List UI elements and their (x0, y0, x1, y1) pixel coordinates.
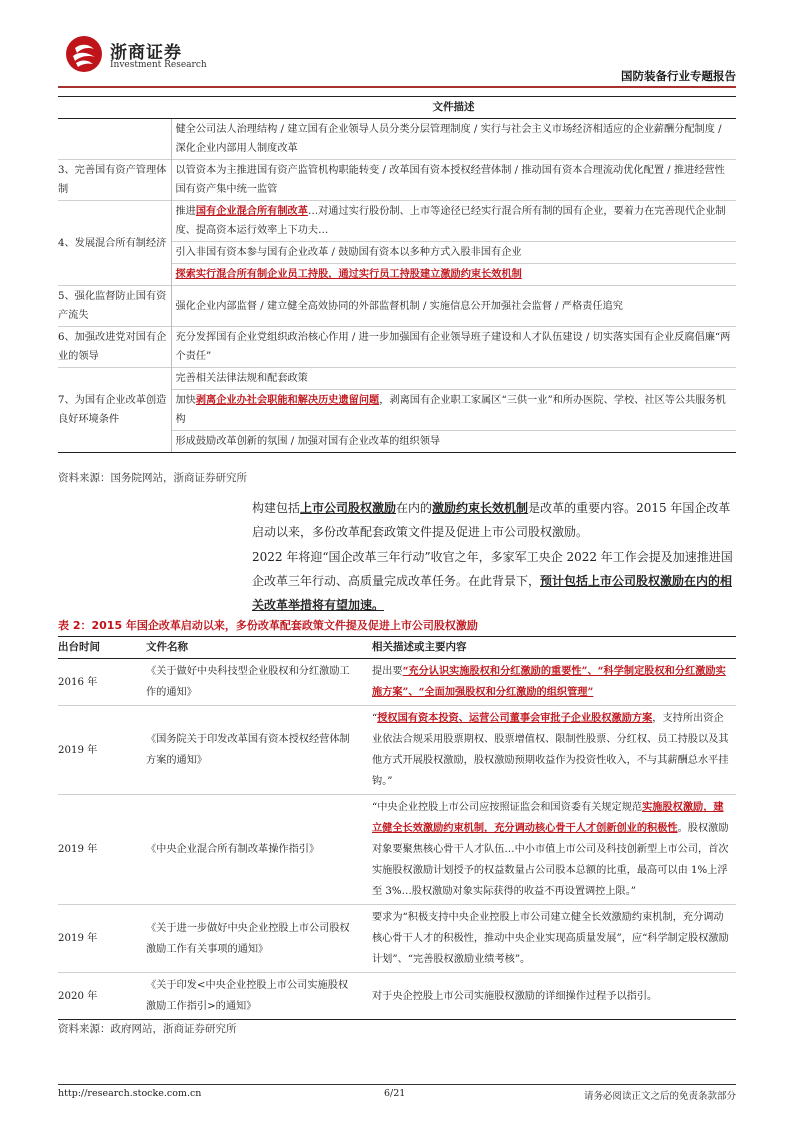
table2-header-year: 出台时间 (58, 637, 136, 659)
logo-name: 浙商证券 (110, 43, 182, 63)
table1-row (58, 119, 736, 160)
document-name: 《关于做好中央科技型企业股权和分红激励工作的通知》 (146, 666, 350, 698)
table2-source: 资料来源：政府网站，浙商证券研究所 (58, 1023, 237, 1035)
footer-url[interactable]: http://research.stocke.com.cn (58, 1088, 202, 1099)
document-description (360, 795, 736, 905)
reform-description (171, 242, 736, 264)
text-segment: ，支持所出资企业依法合规采用股票期权、股票增值权、限制性股票、分红权、员工持股以及其他方式开展股权激励，股权激励预期收益作为投资性收入，不与其薪酬总水平挂钩。” (372, 713, 729, 787)
document-year: 2019 年 (58, 795, 136, 905)
text-segment: 。股权激励对象要聚焦核心骨干人才队伍…中小市值上市公司及科技创新型上市公司，首次实施股权激励计划授予的权益数量占公司股本总额的比重，最高可以由 1%上浮至 3%…股权激励对象实际获得的收益不再设置调控上限。” (372, 823, 729, 897)
text-segment: 推进 (175, 206, 196, 217)
policy-documents-table (58, 636, 736, 1020)
page-header (58, 30, 736, 88)
reform-category: 7、为国有企业改革创造良好环境条件 (58, 368, 171, 453)
header-divider (58, 86, 736, 88)
table2-header-name: 文件名称 (136, 637, 360, 659)
logo-subtitle: Investment Research (110, 60, 207, 70)
table2-row (58, 659, 736, 706)
footer-disclaimer: 请务必阅读正文之后的免责条款部分 (583, 1091, 736, 1102)
text-segment: 国有企业混合所有制改革 (195, 205, 308, 217)
text-segment: “ (372, 713, 378, 724)
reform-tasks-table (58, 96, 736, 453)
reform-description (171, 368, 736, 390)
reform-description (171, 327, 736, 368)
reform-description (171, 431, 736, 453)
table2-row (58, 905, 736, 973)
text-segment: 是改革的重要内容。2015 年国企改革启动以来，多份改革配套政策文件提及促进上市公司股权激励。 (252, 501, 731, 539)
report-type: 国防装备行业专题报告 (621, 69, 736, 83)
text-segment: 要求为“积极支持中央企业控股上市公司建立健全长效激励约束机制，充分调动核心骨干人才的积极性，推动中央企业实现高质量发展”，应“科学制定股权激励计划”、“完善股权激励业绩考核”。 (372, 912, 729, 965)
text-segment: 完善相关法律法规和配套政策 (175, 373, 308, 384)
document-name: 《关于进一步做好中央企业控股上市公司股权激励工作有关事项的通知》 (136, 905, 360, 973)
text-segment: 实施股权激励，建立健全长效激励约束机制，充分调动核心骨干人才创新创业的积极性 (372, 801, 724, 834)
text-segment: 激励约束长效机制 (432, 501, 529, 515)
document-year: 2019 年 (58, 905, 136, 973)
document-year: 2019 年 (58, 706, 136, 795)
text-segment: 构建包括 (252, 501, 301, 515)
table2-caption: 表 2：2015 年国企改革启动以来，多份改革配套政策文件提及促进上市公司股权激励 (58, 619, 478, 632)
company-logo-icon (64, 34, 104, 74)
reform-description (171, 119, 736, 160)
table1-row (58, 201, 736, 242)
table2-row (58, 795, 736, 905)
reform-description (171, 160, 736, 201)
table1-source: 资料来源：国务院网站，浙商证券研究所 (58, 472, 247, 484)
reform-category (58, 119, 171, 160)
document-name: 《中央企业混合所有制改革操作指引》 (136, 795, 360, 905)
text-segment: “中央企业控股上市公司应按照证监会和国资委有关规定规范 (372, 802, 643, 813)
text-segment: 以管资本为主推进国有资产监管机构职能转变 / 改革国有资本授权经营体制 / 推动国有资本合理流动优化配置 / 推进经营性国有资产集中统一监管 (175, 165, 725, 195)
text-segment: 形成鼓励改革创新的氛围 / 加强对国有企业改革的组织领导 (175, 436, 441, 447)
table1-body (58, 119, 736, 453)
reform-category: 3、完善国有资产管理体制 (58, 160, 171, 201)
text-segment: 健全公司法人治理结构 / 建立国有企业领导人员分类分层管理制度 / 实行与社会主义市场经济相适应的企业薪酬分配制度 / 深化企业内部用人制度改革 (175, 124, 722, 154)
text-segment: 加快 (175, 395, 196, 406)
page-number: 6/21 (384, 1088, 406, 1099)
paragraph-2-text (226, 545, 738, 617)
table1-row (58, 160, 736, 201)
text-segment: ，剥离国有企业职工家属区“三供一业”和所办医院、学校、社区等公共服务机构 (175, 395, 726, 425)
footer-divider (58, 1084, 736, 1085)
document-description (360, 659, 736, 706)
text-segment: 探索实行混合所有制企业员工持股，通过实行员工持股建立激励约束长效机制 (175, 268, 522, 280)
reform-category: 4、发展混合所有制经济 (58, 201, 171, 286)
document-name: 《国务院关于印发改革国有资本授权经营体制方案的通知》 (136, 706, 360, 795)
reform-description (171, 201, 736, 242)
text-segment: 剥离企业办社会职能和解决历史遗留问题 (195, 394, 380, 406)
paragraph-2 (226, 545, 738, 617)
paragraph-1 (226, 496, 738, 544)
reform-category: 5、强化监督防止国有资产流失 (58, 286, 171, 327)
paragraph-1-text (226, 496, 738, 544)
table2-header-desc: 相关描述或主要内容 (360, 637, 736, 659)
document-name: 《关于印发<中央企业控股上市公司实施股权激励工作指引>的通知》 (136, 973, 360, 1020)
reform-description (171, 390, 736, 431)
text-segment: “充分认识实施股权和分红激励的重要性”、“科学制定股权和分红激励实施方案”、“全面加强股权和分红激励的组织管理” (372, 665, 726, 698)
table1-row (58, 368, 736, 390)
text-segment: 预计包括上市公司股权激励在内的相关改革举措将有望加速。 (252, 574, 733, 612)
table1-header: 文件描述 (171, 97, 736, 119)
text-segment: 强化企业内部监督 / 建立健全高效协同的外部监督机制 / 实施信息公开加强社会监督 / 严格责任追究 (175, 300, 623, 312)
document-description (360, 706, 736, 795)
text-segment: …对通过实行股份制、上市等途径已经实行混合所有制的国有企业，要着力在完善现代企业制度、提高资本运行效率上下功夫… (175, 206, 726, 236)
text-segment: 引入非国有资本参与国有企业改革 / 鼓励国有资本以多种方式入股非国有企业 (175, 247, 522, 258)
text-segment: 2022 年将迎“国企改革三年行动”收官之年，多家军工央企 2022 年工作会提及加速推进国企改革三年行动、高质量完成改革任务。在此背景下， (252, 550, 733, 588)
document-year: 2020 年 (58, 973, 136, 1020)
text-segment: 提出要 (372, 666, 403, 677)
text-segment: 上市公司股权激励 (300, 501, 397, 515)
reform-description (171, 286, 736, 327)
document-description (360, 973, 736, 1020)
table1-header-blank (58, 97, 171, 119)
text-segment: 充分发挥国有企业党组织政治核心作用 / 进一步加强国有企业领导班子建设和人才队伍建设 / 切实落实国有企业反腐倡廉“两个责任” (175, 332, 731, 362)
text-segment: 在内的 (396, 501, 433, 515)
table2-body (58, 659, 736, 1020)
document-description (360, 905, 736, 973)
table2-row (58, 973, 736, 1020)
table1-row (58, 286, 736, 327)
text-segment: 授权国有资本投资、运营公司董事会审批子企业股权激励方案 (377, 712, 653, 724)
reform-description (171, 264, 736, 286)
table2-row (58, 706, 736, 795)
text-segment: 对于央企控股上市公司实施股权激励的详细操作过程予以指引。 (372, 990, 658, 1002)
document-year: 2016 年 (58, 676, 98, 688)
reform-category: 6、加强改进党对国有企业的领导 (58, 327, 171, 368)
table1-row (58, 327, 736, 368)
